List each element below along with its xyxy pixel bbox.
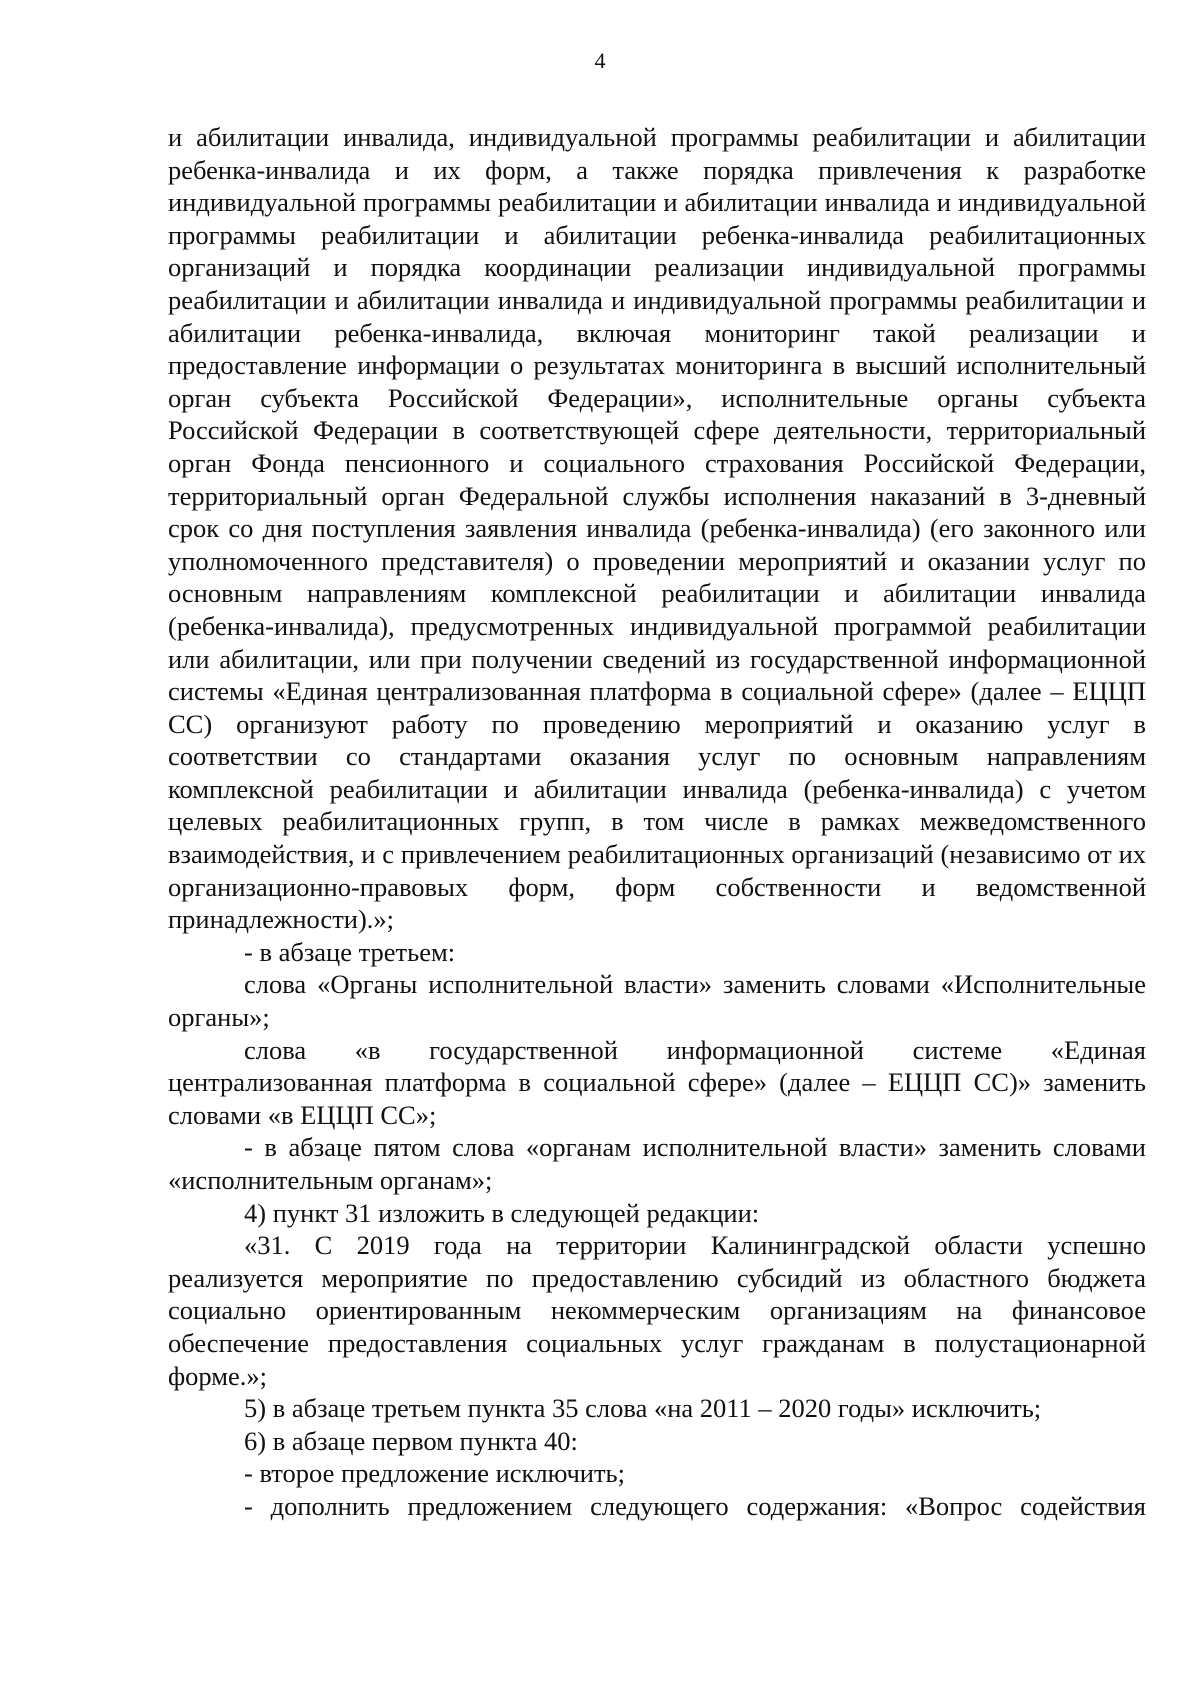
paragraph-add-sentence: - дополнить предложением следующего содержания: «Вопрос содействия	[244, 1490, 1146, 1521]
paragraph-second-sentence: - второе предложение исключить;	[244, 1458, 625, 1489]
paragraph-replace-system: слова «в государственной информационной системе «Единая централизованная платформа в социальной сфере» (далее – ЕЦЦП СС)» заменить словами «в ЕЦЦП СС»;	[168, 1034, 1146, 1130]
paragraph-point-31: 4) пункт 31 изложить в следующей редакции:	[244, 1197, 760, 1228]
document-body	[168, 121, 1146, 1523]
paragraph-replace-organs: слова «Органы исполнительной власти» заменить словами «Исполнительные органы»;	[168, 969, 1146, 1033]
page-number: 4	[594, 48, 606, 73]
paragraph-fifth-abzac: - в абзаце пятом слова «органам исполнительной власти» заменить словами «исполнительным органам»;	[168, 1132, 1146, 1195]
paragraph-point-31-text: «31. С 2019 года на территории Калининградской области успешно реализуется мероприятие по предоставлению субсидий из областного бюджета социально ориентированным некоммерческим организациям на финансовое обеспечение предоставления социальных услуг гражданам в полустационарной форме.»;	[168, 1230, 1146, 1391]
paragraph-third-abzac: - в абзаце третьем:	[244, 936, 456, 967]
paragraph-point-40: 6) в абзаце первом пункта 40:	[244, 1425, 578, 1456]
paragraph-point-35: 5) в абзаце третьем пункта 35 слова «на 2011 – 2020 годы» исключить;	[244, 1393, 1042, 1424]
paragraph-continuation: и абилитации инвалида, индивидуальной программы реабилитации и абилитации ребенка-инвалида и их форм, а также порядка привлечения к разработке индивидуальной программы реабилитации и абилитации инвалида и индивидуальной программы реабилитации и абилитации ребенка-инвалида реабилитационных организаций и порядка координации реализации индивидуальной программы реабилитации и абилитации инвалида и индивидуальной программы реабилитации и абилитации ребенка-инвалида, включая мониторинг такой реализации и предоставление информации о результатах мониторинга в высший исполнительный орган субъекта Российской Федерации», исполнительные органы субъекта Российской Федерации в соответствующей сфере деятельности, территориальный орган Фонда пенсионного и социального страхования Российской Федерации, территориальный орган Федеральной службы исполнения наказаний в 3-дневный срок со дня поступления заявления инвалида (ребенка-инвалида) (его законного или уполномоченного представителя) о проведении мероприятий и оказании услуг по основным направлениям комплексной реабилитации и абилитации инвалида (ребенка-инвалида), предусмотренных индивидуальной программой реабилитации или абилитации, или при получении сведений из государственной информационной системы «Единая централизованная платформа в социальной сфере» (далее – ЕЦЦП СС) организуют работу по проведению мероприятий и оказанию услуг в соответствии со стандартами оказания услуг по основным направлениям комплексной реабилитации и абилитации инвалида (ребенка-инвалида) с учетом целевых реабилитационных групп, в том числе в рамках межведомственного взаимодействия, и с привлечением реабилитационных организаций (независимо от их организационно-правовых форм, форм собственности и ведомственной принадлежности).»;	[168, 122, 1146, 935]
